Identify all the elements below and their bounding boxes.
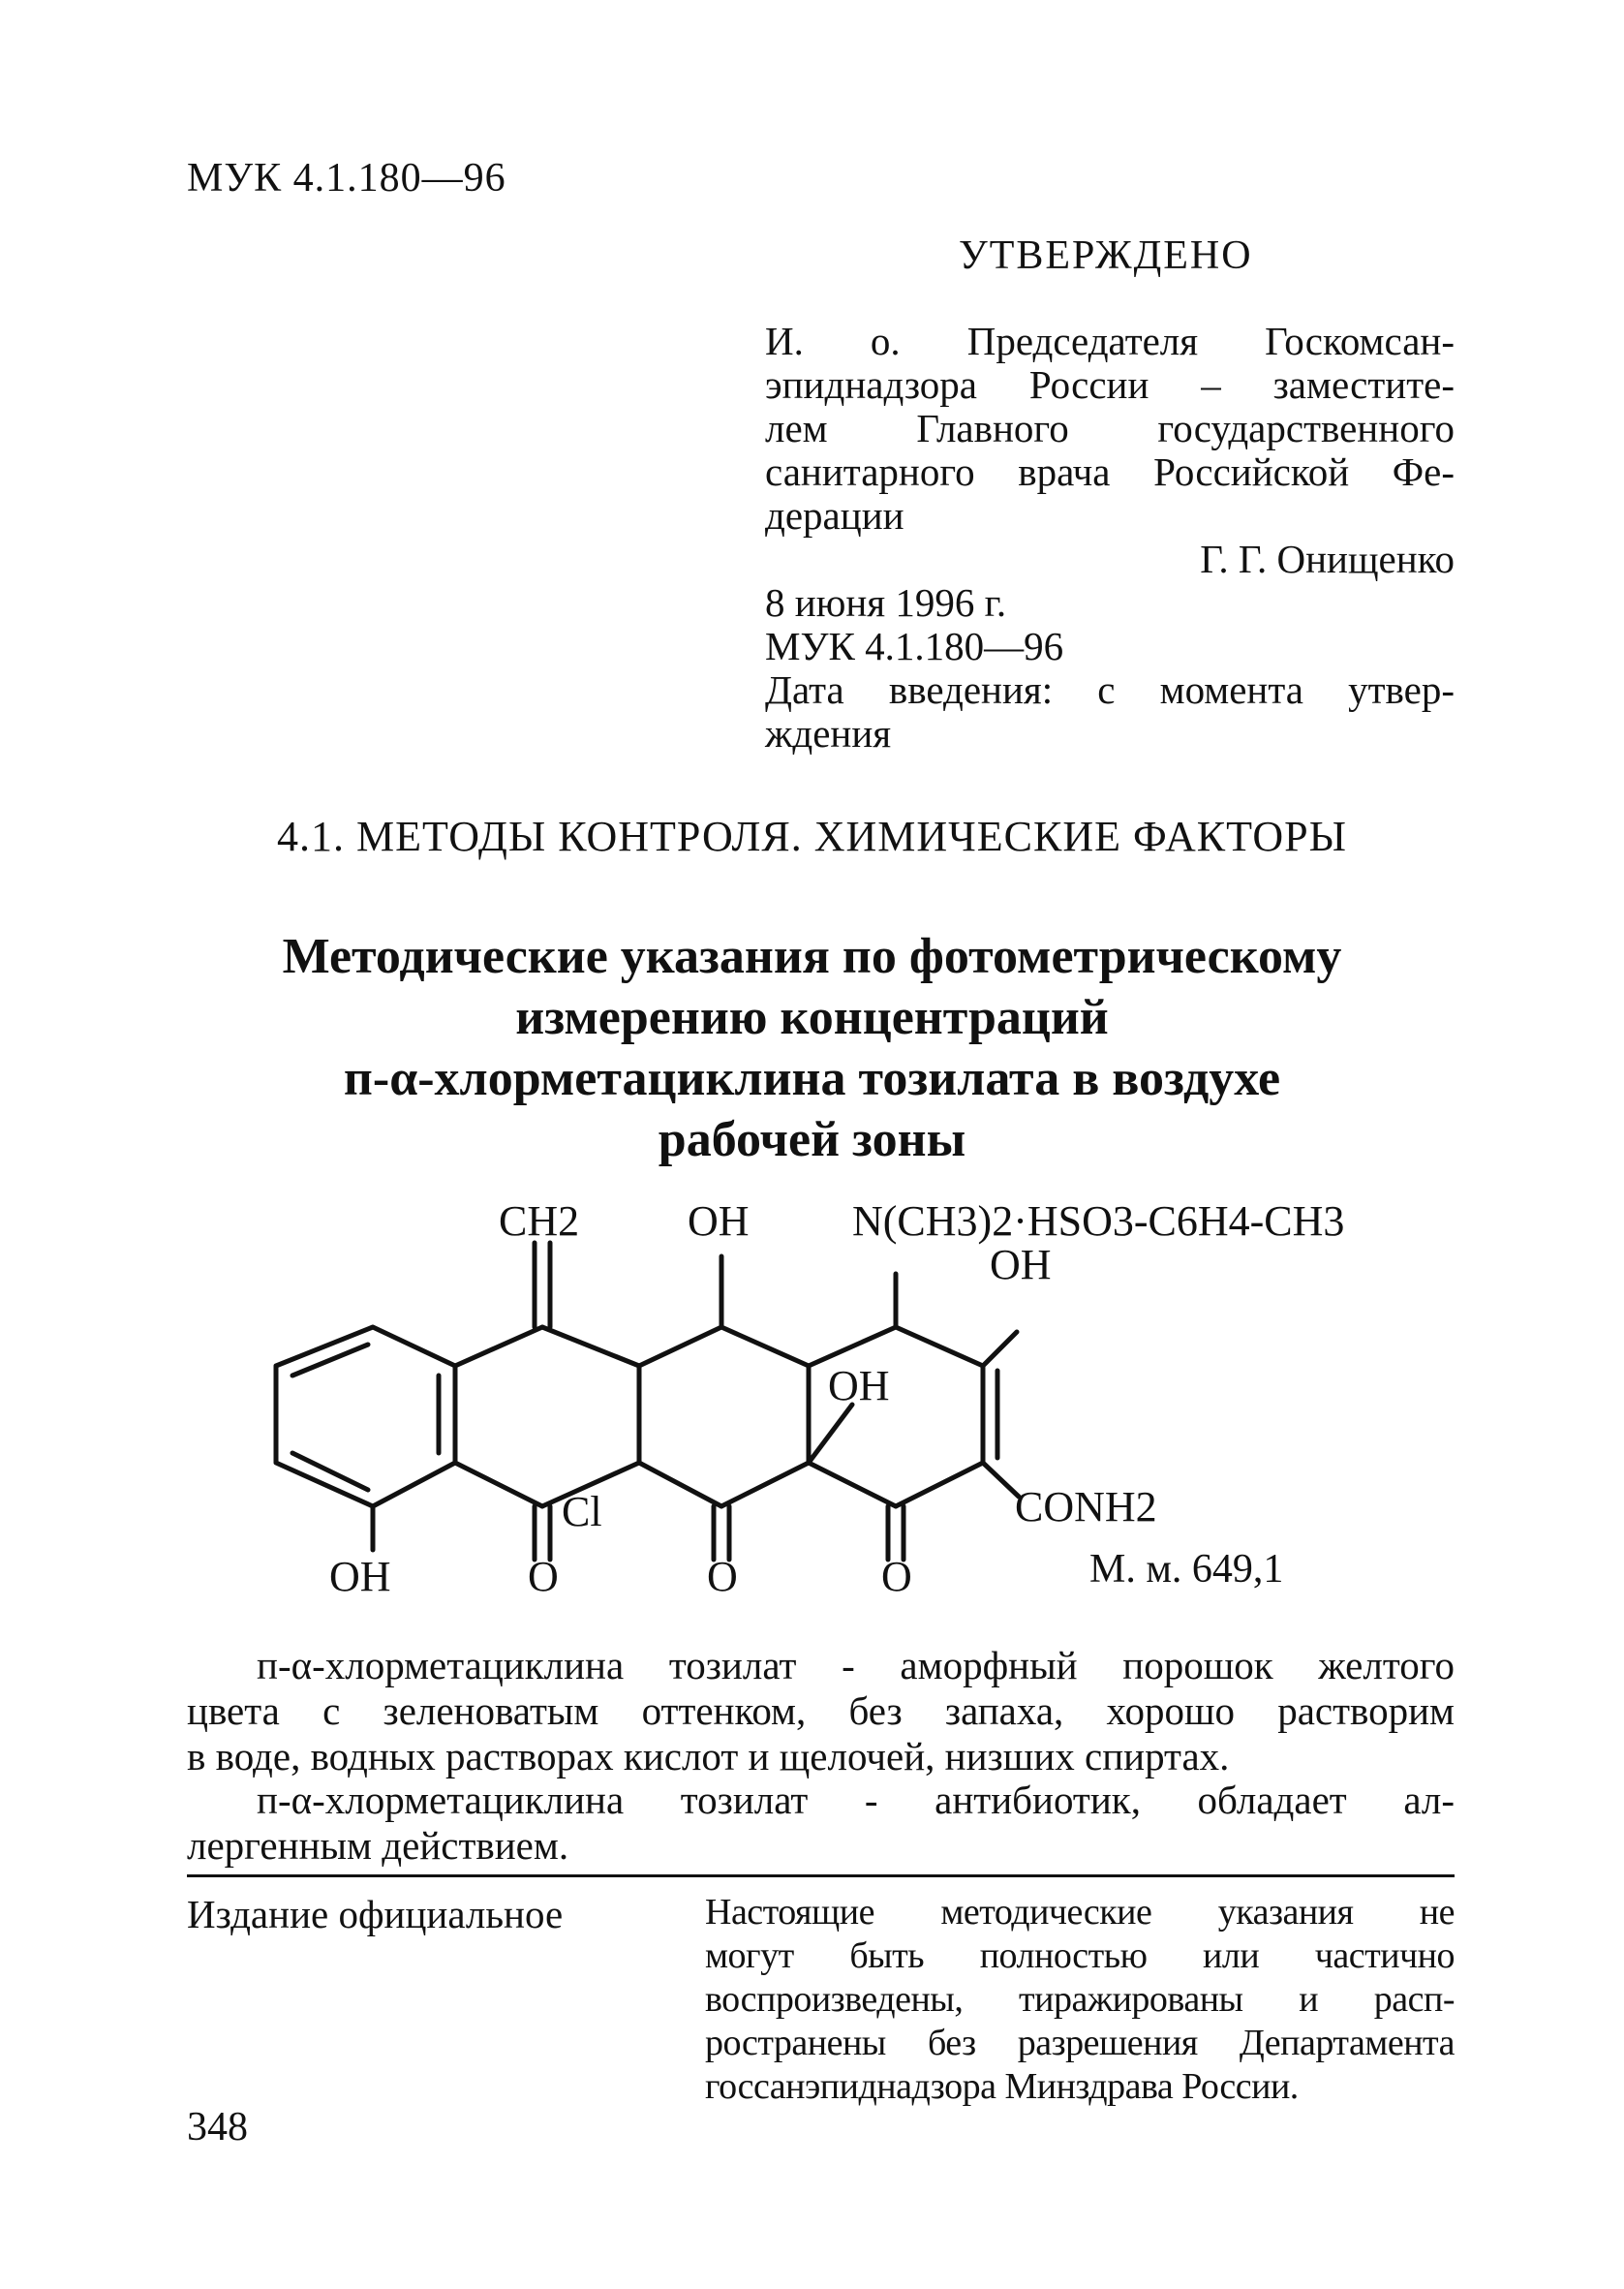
section-title: 4.1. МЕТОДЫ КОНТРОЛЯ. ХИМИЧЕСКИЕ ФАКТОРЫ xyxy=(276,813,1348,860)
description-paragraph xyxy=(187,1778,1455,1869)
page-number: 348 xyxy=(187,2105,248,2150)
conh2-label: CONH2 xyxy=(1015,1483,1157,1531)
notice-line: Настоящие методические указания не xyxy=(705,1892,1455,1933)
notice-line: госсанэпиднадзора Минздрава России. xyxy=(705,2066,1299,2107)
notice-line: ространены без разрешения Департамента xyxy=(705,2023,1455,2063)
approval-line: дерации xyxy=(765,493,904,538)
carbonyl-o-label: O xyxy=(881,1553,912,1600)
approval-line: лем Главного государственного xyxy=(765,406,1455,450)
approval-line: санитарного врача Российской Фе- xyxy=(765,449,1455,494)
main-title-line: Методические указания по фотометрическому xyxy=(282,929,1342,984)
paragraph-line: п-α-хлорметациклина тозилат - антибиотик, обладает ал- xyxy=(257,1778,1455,1822)
copyright-notice xyxy=(705,1891,1455,2109)
signatory-name: Г. Г. Онищенко xyxy=(1200,537,1455,581)
molecular-mass: М. м. 649,1 xyxy=(1089,1547,1284,1592)
oh-right-label: OH xyxy=(990,1241,1052,1288)
main-title-line: п-α-хлорметациклина тозилата в воздухе xyxy=(343,1051,1281,1106)
notice-line: воспроизведены, тиражированы и расп- xyxy=(705,1979,1455,2020)
paragraph-line: в воде, водных растворах кислот и щелочей, низших спиртах. xyxy=(187,1734,1230,1779)
description-paragraph xyxy=(187,1643,1455,1779)
document-code: МУК 4.1.180—96 xyxy=(187,156,506,201)
ch2-label: CH2 xyxy=(499,1197,580,1245)
approved-label: УТВЕРЖДЕНО xyxy=(959,233,1253,278)
carbonyl-o-label: O xyxy=(707,1553,738,1600)
approval-date: 8 июня 1996 г. xyxy=(765,580,1007,625)
approval-line: И. о. Председателя Госкомсан- xyxy=(765,319,1455,363)
main-title-line: рабочей зоны xyxy=(658,1112,966,1167)
paragraph-line: лергенным действием. xyxy=(187,1823,569,1868)
carbonyl-o-label: O xyxy=(528,1553,559,1600)
approval-block xyxy=(765,320,1455,756)
main-title xyxy=(0,926,1624,1170)
formula-bonds xyxy=(276,1243,1019,1560)
footer-divider xyxy=(187,1874,1455,1877)
approval-doc-code: МУК 4.1.180—96 xyxy=(765,624,1064,668)
oh-top-label: OH xyxy=(688,1197,750,1245)
oh-center-label: OH xyxy=(828,1362,890,1409)
oh-bottom-label: OH xyxy=(329,1553,391,1600)
cl-label: Cl xyxy=(562,1488,602,1535)
effective-date-line: Дата введения: с момента утвер- xyxy=(765,667,1455,712)
notice-line: могут быть полностью или частично xyxy=(705,1935,1455,1976)
approval-line: эпиднадзора России – заместите- xyxy=(765,362,1455,407)
edition-label: Издание официальное xyxy=(187,1892,564,1936)
paragraph-line: цвета с зеленоватым оттенком, без запаха, хорошо растворим xyxy=(187,1688,1455,1733)
paragraph-line: п-α-хлорметациклина тозилат - аморфный порошок желтого xyxy=(257,1643,1455,1687)
amine-salt-label: N(CH3)2·HSO3-C6H4-CH3 xyxy=(852,1197,1345,1245)
effective-date-line: ждения xyxy=(765,711,892,756)
main-title-line: измерению концентраций xyxy=(515,990,1109,1045)
